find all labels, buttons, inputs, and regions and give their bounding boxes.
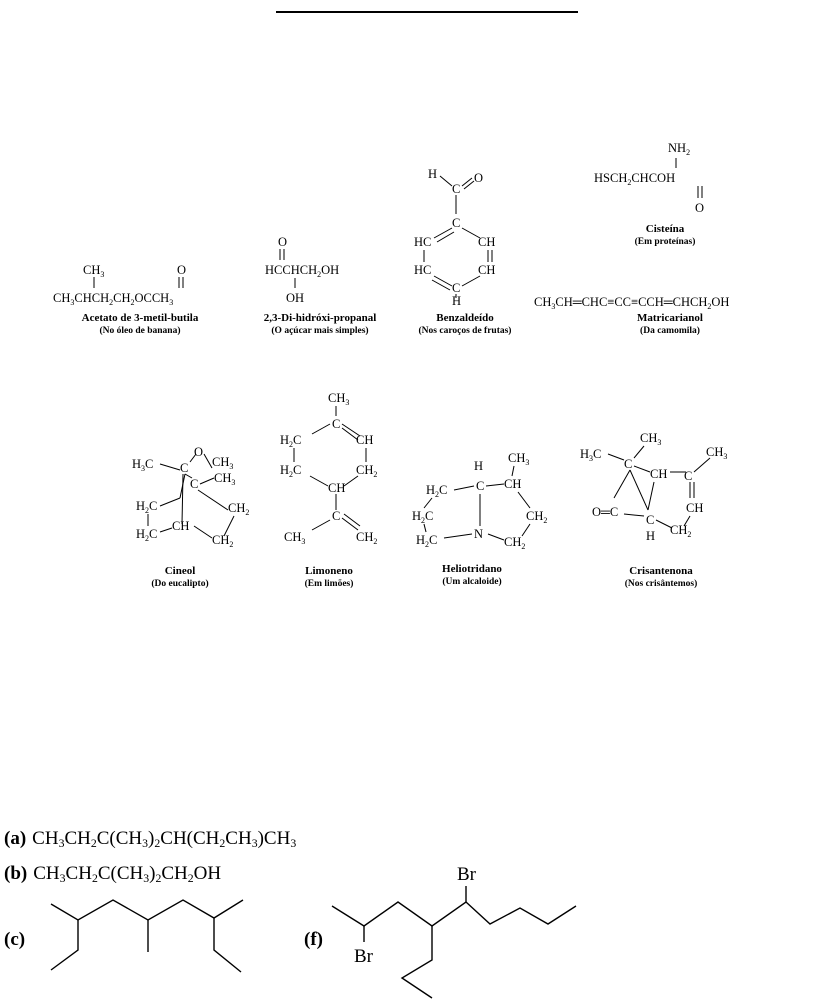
caption-crisantenona [596, 564, 726, 591]
svg-text:O: O [278, 235, 288, 249]
bromine-bottom-label: Br [354, 946, 373, 967]
molecule-name: Crisantenona [629, 565, 693, 577]
svg-text:H: H [474, 459, 484, 473]
svg-text:O: O [695, 201, 705, 215]
svg-text:CH3CH═CHC≡CC≡CCH═CHCH2OH: $CH_3CH═CHC\equiv CC\equiv CCH═CHCH_2OH$ [534, 295, 730, 311]
molecule-source: (Do eucalipto) [151, 579, 209, 589]
svg-text:CH3: $CH_3$ [328, 391, 350, 407]
svg-text:H2C: $H_2C$ [280, 463, 302, 479]
svg-text:CH3CHCH2CH2OCCH3: $CH_3CHCH_2CH_2OCCH_3$ [53, 291, 174, 307]
svg-text:C: C [476, 479, 485, 493]
svg-text:CH3: $CH_3$ [640, 431, 662, 447]
svg-text:NH2: $NH_2$ [668, 141, 691, 157]
exercise-a [4, 827, 296, 851]
caption-acetato [40, 311, 240, 338]
svg-text:C: C [452, 182, 461, 196]
exercise-c-label: (c) [4, 929, 26, 950]
caption-heliotridano [412, 562, 532, 589]
molecule-source: (Nos crisântemos) [624, 579, 698, 589]
molecule-name: Acetato de 3-metil-butila [81, 312, 199, 324]
caption-cineol [120, 564, 240, 591]
structure-exercise-c [48, 892, 278, 992]
structure-matricarianol [532, 290, 818, 312]
svg-text:H2C: $H_2C$ [426, 483, 448, 499]
svg-text:HC: HC [414, 263, 432, 277]
molecule-source: (O açúcar mais simples) [271, 326, 369, 336]
svg-text:O: O [177, 263, 187, 277]
svg-text:H2C: $H_2C$ [280, 433, 302, 449]
svg-text:CH: CH [686, 501, 704, 515]
molecule-source: (No óleo de banana) [99, 326, 181, 336]
svg-text:HC: HC [414, 235, 432, 249]
structure-cineol [128, 440, 258, 550]
svg-text:H2C: $H_2C$ [416, 533, 438, 549]
molecule-name: Heliotridano [442, 563, 502, 575]
svg-text:C: C [180, 461, 189, 475]
svg-text:O═C: O═C [592, 505, 619, 519]
svg-text:CH2: $CH_2$ [356, 530, 378, 546]
svg-text:OH: OH [286, 291, 305, 305]
svg-text:CH3: $CH_3$ [212, 455, 234, 471]
exercise-b [4, 862, 221, 886]
molecule-source: (Um alcaloide) [442, 577, 502, 587]
exercise-a-label: (a) [4, 828, 27, 849]
svg-text:CH: CH [650, 467, 668, 481]
structure-cisteina [590, 136, 730, 220]
svg-text:C: C [452, 281, 461, 295]
svg-text:CH: CH [328, 481, 346, 495]
svg-text:C: C [452, 216, 461, 230]
svg-text:C: C [646, 513, 655, 527]
molecule-source: (Em limões) [304, 579, 354, 589]
exercise-b-formula: $CH_3CH_2C(CH_3)_2CH_2OH$ [33, 863, 222, 885]
caption-benzaldeido [390, 311, 540, 338]
svg-text:CH: CH [478, 235, 496, 249]
svg-text:CH: CH [478, 263, 496, 277]
structure-heliotridano [410, 446, 560, 550]
svg-text:H2C: $H_2C$ [136, 527, 158, 543]
structure-limoneno [278, 388, 388, 553]
molecule-name: 2,3-Di-hidróxi-propanal [263, 312, 377, 324]
svg-text:CH2: $CH_2$ [526, 509, 548, 525]
structure-benzaldeido [408, 162, 508, 312]
molecule-name: Limoneno [305, 565, 353, 577]
svg-text:CH3: $CH_3$ [284, 530, 306, 546]
molecule-source: (Em proteínas) [634, 237, 696, 247]
structure-acetato-3-metil-butila [50, 262, 230, 312]
svg-text:CH: CH [504, 477, 522, 491]
svg-text:C: C [332, 509, 341, 523]
structure-exercise-f [330, 850, 580, 1000]
exercise-f-label: (f) [304, 929, 323, 950]
caption-cisteina [600, 222, 730, 249]
svg-text:C: C [684, 469, 693, 483]
molecule-name: Matricarianol [637, 312, 703, 324]
svg-text:H: H [428, 167, 438, 181]
svg-text:CH2: $CH_2$ [212, 533, 234, 549]
svg-text:CH: CH [172, 519, 190, 533]
svg-text:CH3: $CH_3$ [508, 451, 530, 467]
molecule-source: (Nos caroços de frutas) [418, 326, 512, 336]
svg-text:H2C: $H_2C$ [412, 509, 434, 525]
svg-text:H2C: $H_2C$ [136, 499, 158, 515]
svg-text:H3C: $H_3C$ [132, 457, 154, 473]
svg-text:CH3: $CH_3$ [83, 263, 105, 279]
top-rule [276, 11, 578, 13]
caption-limoneno [274, 564, 384, 591]
svg-text:CH3: $CH_3$ [706, 445, 728, 461]
exercise-b-label: (b) [4, 863, 28, 884]
svg-text:CH2: $CH_2$ [356, 463, 378, 479]
caption-propanal [240, 311, 400, 338]
svg-text:C: C [624, 457, 633, 471]
exercise-a-formula: $CH_3CH_2C(CH_3)_2CH(CH_2CH_3)CH_3$ [32, 828, 297, 850]
molecule-name: Cisteína [645, 223, 685, 235]
svg-text:C: C [332, 417, 341, 431]
svg-text:CH2: $CH_2$ [504, 535, 526, 551]
bromine-top-label: Br [457, 864, 476, 885]
svg-text:CH2: $CH_2$ [670, 523, 692, 539]
molecule-source: (Da camomila) [640, 326, 700, 336]
svg-text:HSCH2CHCOH: $HSCH_2CHCOH$ [594, 171, 676, 187]
molecule-name: Cineol [164, 565, 196, 577]
svg-text:O: O [194, 445, 204, 459]
caption-matricarianol [590, 311, 750, 338]
structure-crisantenona [572, 428, 732, 552]
svg-text:HCCHCH2OH: $HCCHCH_2OH$ [265, 263, 340, 279]
svg-text:H: H [646, 529, 656, 543]
svg-text:H: H [452, 294, 462, 308]
svg-text:N: N [474, 527, 484, 541]
svg-text:H3C: $H_3C$ [580, 447, 602, 463]
molecule-name: Benzaldeído [436, 312, 494, 324]
svg-text:CH3: $CH_3$ [214, 471, 236, 487]
svg-text:O: O [474, 171, 484, 185]
svg-text:CH: CH [356, 433, 374, 447]
svg-text:C: C [190, 477, 199, 491]
structure-di-hidroxi-propanal [262, 232, 382, 312]
svg-text:CH2: $CH_2$ [228, 501, 250, 517]
